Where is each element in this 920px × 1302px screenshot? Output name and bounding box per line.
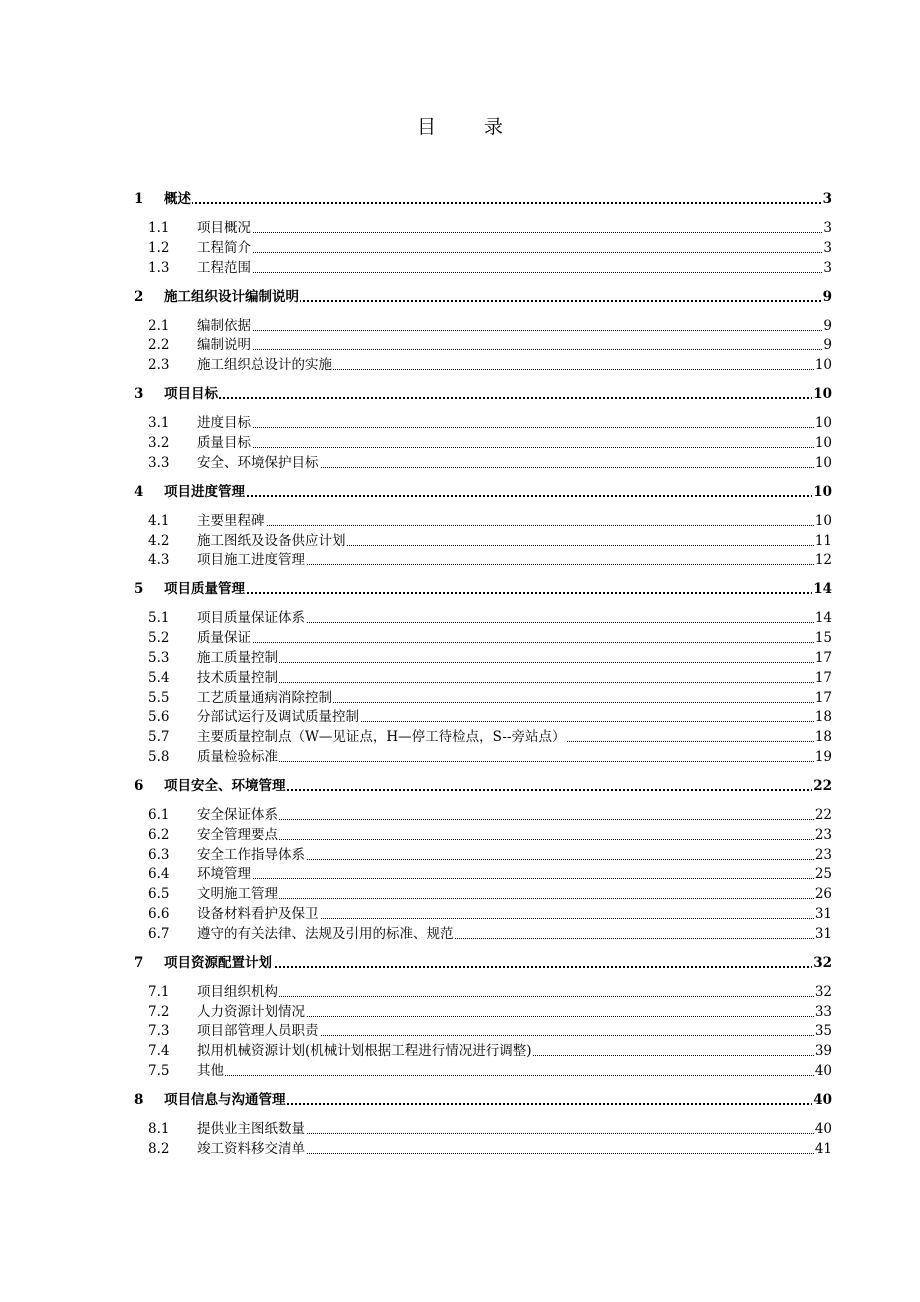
toc-section-entry[interactable]	[130, 689, 832, 707]
toc-page-number: 35	[814, 1023, 832, 1040]
toc-entry-title: 施工组织总设计的实施	[197, 357, 332, 374]
toc-page-number: 23	[814, 826, 832, 843]
toc-entry-title: 技术质量控制	[197, 669, 278, 686]
toc-page-number: 23	[814, 846, 832, 863]
toc-section-entry[interactable]	[130, 512, 832, 530]
toc-entry-title: 提供业主图纸数量	[197, 1121, 305, 1137]
toc-page-number: 39	[814, 1043, 832, 1060]
toc-section-entry[interactable]	[130, 239, 832, 257]
toc-entry-title: 项目质量管理	[164, 581, 245, 598]
toc-entry-number: 6.7	[148, 925, 170, 942]
toc-page-number: 26	[814, 886, 832, 903]
toc-entry-title: 项目资源配置计划	[164, 954, 272, 971]
toc-entry-title: 进度目标	[197, 415, 251, 432]
toc-entry-number: 6.1	[148, 807, 170, 823]
toc-chapter-entry[interactable]	[130, 385, 832, 403]
toc-entry-title: 质量检验标准	[197, 749, 278, 765]
toc-entry-title: 项目质量保证体系	[197, 610, 305, 627]
toc-page-number: 19	[814, 749, 832, 765]
toc-page-number: 10	[814, 454, 832, 471]
toc-section-entry[interactable]	[130, 259, 832, 277]
toc-entry-number: 4.1	[148, 512, 170, 529]
toc-entry-title: 其他	[197, 1063, 224, 1079]
toc-dot-leader	[197, 427, 832, 428]
toc-entry-title: 项目施工进度管理	[197, 552, 305, 569]
toc-section-entry[interactable]	[130, 414, 832, 432]
toc-page-number: 22	[814, 807, 832, 823]
toc-dot-leader	[197, 1075, 832, 1076]
toc-section-entry[interactable]	[130, 669, 832, 687]
toc-page-number: 17	[814, 650, 832, 666]
toc-entry-title: 编制说明	[197, 337, 251, 354]
toc-entry-number: 5.6	[148, 709, 170, 726]
toc-entry-title: 环境管理	[197, 866, 251, 883]
toc-page-number: 41	[814, 1140, 832, 1157]
toc-page-number: 33	[814, 1003, 832, 1020]
toc-section-entry[interactable]	[130, 609, 832, 627]
title-char-2: 录	[484, 116, 504, 138]
toc-entry-title: 施工组织设计编制说明	[164, 288, 299, 305]
toc-entry-title: 项目进度管理	[164, 483, 245, 500]
toc-page-number: 40	[814, 1063, 832, 1079]
toc-chapter-entry[interactable]	[130, 1091, 832, 1109]
toc-entry-title: 项目信息与沟通管理	[164, 1092, 286, 1108]
toc-page-number: 18	[814, 729, 832, 746]
toc-section-entry[interactable]	[130, 728, 832, 746]
toc-section-entry[interactable]	[130, 983, 832, 1001]
toc-entry-number: 6.6	[148, 906, 170, 922]
toc-page-number: 32	[813, 954, 832, 971]
toc-entry-title: 项目目标	[164, 386, 218, 403]
toc-entry-number: 7.2	[148, 1003, 170, 1020]
toc-entry-title: 安全、环境保护目标	[197, 454, 319, 471]
toc-page-number: 10	[814, 435, 832, 451]
toc-entry-number: 4.2	[148, 532, 170, 549]
toc-entry-number: 7.3	[148, 1023, 170, 1040]
toc-section-entry[interactable]	[130, 925, 832, 943]
toc-page-number: 3	[823, 239, 832, 256]
toc-entry-number: 2.1	[148, 317, 170, 334]
toc-entry-number: 7.1	[148, 983, 170, 1000]
toc-entry-number: 6	[134, 778, 144, 794]
toc-entry-number: 8	[134, 1092, 144, 1108]
toc-dot-leader	[197, 642, 832, 643]
toc-page-number: 10	[813, 483, 832, 500]
toc-entry-number: 2	[134, 288, 144, 305]
toc-entry-title: 主要里程碑	[197, 512, 265, 529]
toc-entry-title: 施工质量控制	[197, 650, 278, 666]
toc-entry-number: 5.5	[148, 689, 170, 706]
toc-entry-title: 主要质量控制点（W—见证点，H—停工待检点，S--旁站点）	[197, 729, 566, 746]
toc-dot-leader	[197, 330, 832, 331]
toc-section-entry[interactable]	[130, 806, 832, 824]
toc-dot-leader	[197, 761, 832, 762]
toc-section-entry[interactable]	[130, 336, 832, 354]
toc-page-number: 31	[814, 906, 832, 922]
toc-page-number: 10	[814, 357, 832, 374]
toc-page-number: 17	[814, 669, 832, 686]
toc-page-number: 10	[814, 415, 832, 432]
toc-page-number: 3	[823, 259, 832, 276]
toc-page-number: 3	[822, 191, 832, 207]
toc-entry-number: 7	[134, 954, 144, 971]
toc-dot-leader	[197, 682, 832, 683]
toc-page-number: 17	[814, 689, 832, 706]
toc-page-number: 32	[814, 983, 832, 1000]
toc-section-entry[interactable]	[130, 454, 832, 472]
toc-section-entry[interactable]	[130, 1120, 832, 1138]
toc-section-entry[interactable]	[130, 826, 832, 844]
toc-page-number: 10	[814, 512, 832, 529]
toc-section-entry[interactable]	[130, 629, 832, 647]
toc-page-number: 12	[814, 552, 832, 569]
toc-page-number: 25	[814, 866, 832, 883]
toc-entry-number: 6.2	[148, 826, 170, 843]
toc-chapter-entry[interactable]	[130, 190, 832, 208]
toc-entry-title: 质量目标	[197, 435, 251, 451]
toc-entry-number: 1.1	[148, 220, 170, 236]
toc-chapter-entry[interactable]	[130, 777, 832, 795]
toc-dot-leader	[164, 397, 832, 399]
toc-entry-number: 4	[134, 483, 144, 500]
toc-section-entry[interactable]	[130, 1003, 832, 1021]
toc-chapter-entry[interactable]	[130, 483, 832, 501]
title-char-1: 目	[416, 116, 436, 138]
toc-page-number: 9	[823, 317, 832, 334]
toc-entry-number: 5.7	[148, 729, 170, 746]
toc-entry-title: 拟用机械资源计划(机械计划根据工程进行情况进行调整)	[197, 1043, 532, 1060]
toc-entry-number: 6.4	[148, 866, 170, 883]
toc-page-number: 14	[813, 581, 832, 598]
toc-section-entry[interactable]	[130, 1062, 832, 1080]
toc-page-number: 18	[814, 709, 832, 726]
toc-dot-leader	[197, 349, 832, 350]
toc-dot-leader	[197, 839, 832, 840]
toc-page-number: 31	[814, 925, 832, 942]
toc-entry-number: 2.3	[148, 357, 170, 374]
toc-chapter-entry[interactable]	[130, 954, 832, 972]
toc-section-entry[interactable]	[130, 317, 832, 335]
toc-section-entry[interactable]	[130, 905, 832, 923]
toc-entry-number: 5.4	[148, 669, 170, 686]
toc-entry-number: 5.8	[148, 749, 170, 765]
toc-entry-title: 项目概况	[197, 220, 251, 236]
toc-dot-leader	[197, 996, 832, 997]
toc-chapter-entry[interactable]	[130, 288, 832, 306]
toc-entry-number: 4.3	[148, 552, 170, 569]
toc-entry-number: 8.1	[148, 1121, 170, 1137]
toc-entry-title: 项目组织机构	[197, 983, 278, 1000]
toc-chapter-entry[interactable]	[130, 580, 832, 598]
toc-page-number: 10	[813, 386, 832, 403]
toc-section-entry[interactable]	[130, 649, 832, 667]
toc-entry-title: 项目部管理人员职责	[197, 1023, 319, 1040]
toc-entry-number: 8.2	[148, 1140, 170, 1157]
toc-entry-title: 分部试运行及调试质量控制	[197, 709, 359, 726]
toc-entry-number: 5.2	[148, 630, 170, 647]
toc-dot-leader	[197, 232, 832, 233]
toc-entry-title: 遵守的有关法律、法规及引用的标准、规范	[197, 925, 454, 942]
toc-dot-leader	[197, 252, 832, 253]
toc-section-entry[interactable]	[130, 1022, 832, 1040]
toc-section-entry[interactable]	[130, 748, 832, 766]
toc-section-entry[interactable]	[130, 1140, 832, 1158]
toc-dot-leader	[197, 898, 832, 899]
toc-entry-number: 3.3	[148, 454, 170, 471]
toc-page-number: 9	[822, 288, 832, 305]
toc-page-number: 22	[813, 778, 832, 794]
toc-entry-number: 1.3	[148, 259, 170, 276]
toc-entry-number: 3.1	[148, 415, 170, 432]
toc-section-entry[interactable]	[130, 219, 832, 237]
toc-dot-leader	[197, 525, 832, 526]
toc-dot-leader	[197, 819, 832, 820]
toc-entry-number: 3.2	[148, 435, 170, 451]
toc-page-number: 40	[813, 1092, 832, 1108]
toc-entry-number: 7.5	[148, 1063, 170, 1079]
toc-section-entry[interactable]	[130, 846, 832, 864]
toc-section-entry[interactable]	[130, 532, 832, 550]
toc-dot-leader	[197, 662, 832, 663]
toc-entry-title: 文明施工管理	[197, 886, 278, 903]
toc-entry-title: 安全管理要点	[197, 826, 278, 843]
toc-entry-title: 人力资源计划情况	[197, 1003, 305, 1020]
toc-entry-title: 设备材料看护及保卫	[197, 906, 319, 922]
toc-entry-number: 7.4	[148, 1043, 170, 1060]
toc-entry-number: 1.2	[148, 239, 170, 256]
page-title	[0, 112, 920, 139]
toc-entry-title: 编制依据	[197, 317, 251, 334]
toc-dot-leader	[197, 447, 832, 448]
toc-dot-leader	[197, 272, 832, 273]
toc-entry-title: 竣工资料移交清单	[197, 1140, 305, 1157]
toc-page-number: 15	[814, 630, 832, 647]
toc-section-entry[interactable]	[130, 708, 832, 726]
toc-entry-number: 2.2	[148, 337, 170, 354]
toc-dot-leader	[164, 202, 832, 204]
toc-entry-title: 质量保证	[197, 630, 251, 647]
toc-page-number: 3	[823, 220, 832, 236]
toc-dot-leader	[197, 878, 832, 879]
toc-entry-number: 6.3	[148, 846, 170, 863]
toc-section-entry[interactable]	[130, 551, 832, 569]
toc-entry-number: 5	[134, 581, 144, 598]
toc-entry-title: 概述	[164, 191, 191, 207]
toc-dot-leader	[164, 495, 832, 497]
toc-page-number: 11	[814, 532, 832, 549]
toc-entry-number: 6.5	[148, 886, 170, 903]
toc-section-entry[interactable]	[130, 885, 832, 903]
toc-section-entry[interactable]	[130, 865, 832, 883]
toc-entry-title: 施工图纸及设备供应计划	[197, 532, 346, 549]
toc-entry-title: 工艺质量通病消除控制	[197, 689, 332, 706]
toc-entry-title: 安全保证体系	[197, 807, 278, 823]
toc-entry-number: 5.3	[148, 650, 170, 666]
toc-page-number: 14	[814, 610, 832, 627]
toc-page-number: 9	[823, 337, 832, 354]
toc-entry-number: 5.1	[148, 610, 170, 627]
toc-entry-title: 项目安全、环境管理	[164, 778, 286, 794]
toc-section-entry[interactable]	[130, 1042, 832, 1060]
toc-page-number: 40	[814, 1121, 832, 1137]
toc-entry-title: 工程范围	[197, 259, 251, 276]
toc-entry-number: 3	[134, 386, 144, 403]
toc-dot-leader	[164, 592, 832, 594]
toc-entry-number: 1	[134, 191, 144, 207]
toc-entry-title: 工程简介	[197, 239, 251, 256]
toc-section-entry[interactable]	[130, 434, 832, 452]
toc-section-entry[interactable]	[130, 356, 832, 374]
toc-entry-title: 安全工作指导体系	[197, 846, 305, 863]
